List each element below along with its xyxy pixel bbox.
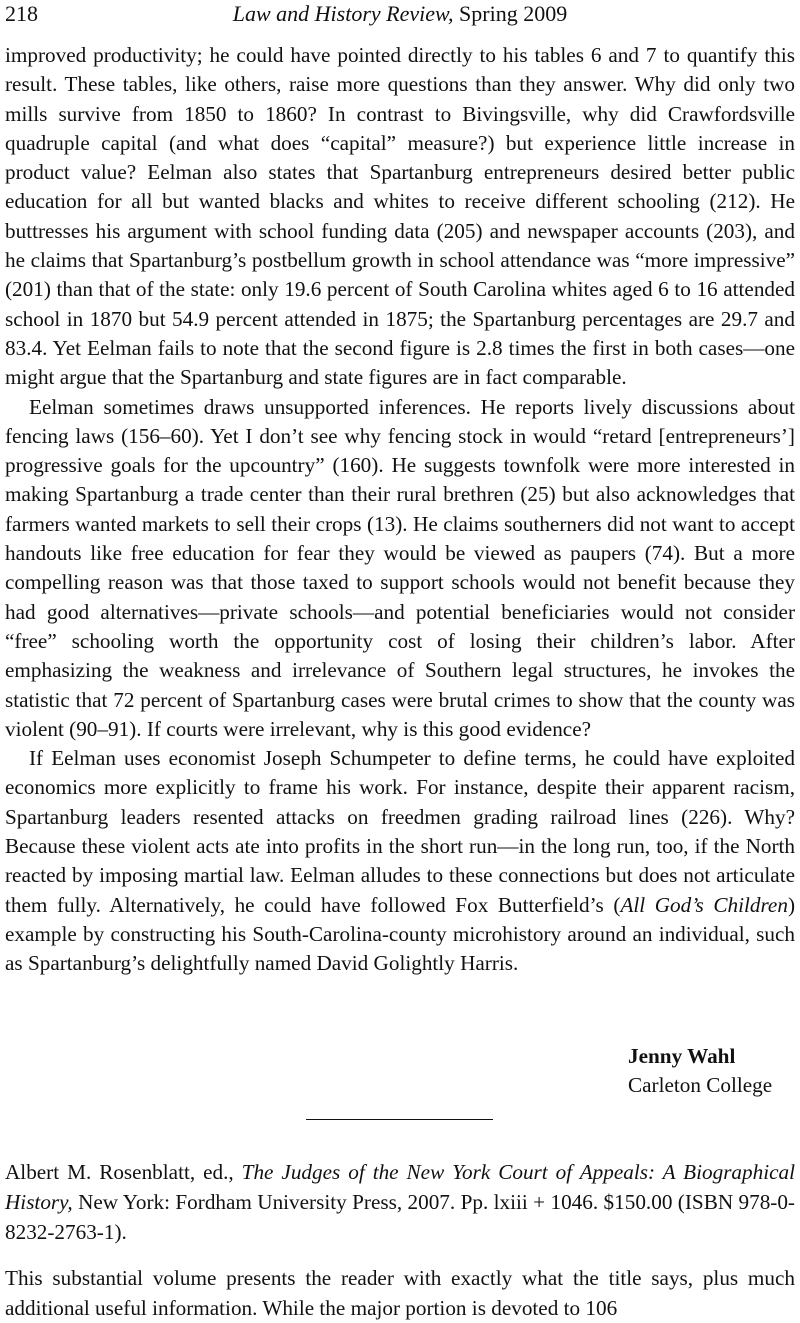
- review-body: [5, 41, 795, 979]
- paragraph-3-part-1: If Eelman uses economist Joseph Schumpeter to define terms, he could have exploited economics more explicitly to frame his work. For instance, despite their apparent racism, Spartanburg leaders resented attacks on freedmen grading railroad lines (226). Why? Because these violent acts ate into profits in the short run—in the long run, too, if the North reacted by imposing martial law. Eelman alludes to these connections but does not articulate them fully. Alternatively, he could have followed Fox Butterfield’s (: [5, 746, 795, 917]
- paragraph-2: Eelman sometimes draws unsupported inferences. He reports lively discussions about fencing laws (156–60). Yet I don’t see why fencing stock in would “retard [entrepreneurs’] progressive goals for the upcountry” (160). He suggests townfolk were more interested in making Spartanburg a trade center than their rural brethren (25) but also acknowledges that farmers wanted markets to sell their crops (13). He claims southerners did not want to accept handouts like free education for fear they would be viewed as paupers (74). But a more compelling reason was that those taxed to support schools would not benefit because they had good alternatives—private schools—and potential beneficiaries would not consider “free” schooling worth the opportunity cost of losing their children’s labor. After emphasizing the weakness and irrelevance of Southern legal structures, he invokes the statistic that 72 percent of Spartanburg cases were brutal crimes to show that the county was violent (90–91). If courts were irrelevant, why is this good evidence?: [5, 394, 795, 741]
- page-number: 218: [5, 1, 38, 26]
- reviewer-signature: [628, 1042, 772, 1100]
- journal-title: Law and History Review,: [232, 1, 454, 26]
- paragraph-3-part-2: ) example by constructing his South-Carolina-county microhistory around an individual, such as Spartanburg’s delightfully named David Golightly Harris.: [5, 892, 795, 976]
- book-title-all-gods-children: All God’s Children: [620, 892, 788, 917]
- paragraph-1: improved productivity; he could have pointed directly to his tables 6 and 7 to quantify this result. These tables, like others, raise more questions than they answer. Why did only two mills survive from 1850 to 1860? In contrast to Bivingsville, why did Crawfordsville quadruple capital (and what does “capital” measure?) but experience little increase in product value? Eelman also states that Spartanburg entrepreneurs desired better public education for all but wanted blacks and whites to receive different schooling (212). He buttresses his argument with school funding data (205) and newspaper accounts (203), and he claims that Spartanburg’s postbellum growth in school attendance was “more impressive” (201) than that of the state: only 19.6 percent of South Carolina whites aged 6 to 16 attended school in 1870 but 54.9 percent attended in 1875; the Spartanburg percentages are 29.7 and 83.4. Yet Eelman fails to note that the second figure is 2.8 times the first in both cases—one might argue that the Spartanburg and state figures are in fact comparable.: [5, 43, 795, 390]
- book-citation: [5, 1157, 795, 1247]
- journal-issue: Spring 2009: [453, 1, 568, 26]
- next-review-opening: This substantial volume presents the reader with exactly what the title says, plus much additional useful information. While the major portion is devoted to 106: [5, 1266, 795, 1320]
- running-head: [5, 0, 795, 30]
- citation-details: New York: Fordham University Press, 2007. Pp. lxiii + 1046. $150.00 (ISBN 978-0-8232-2763-1).: [5, 1190, 795, 1244]
- journal-header: [5, 0, 795, 28]
- reviewer-affiliation: Carleton College: [628, 1073, 773, 1097]
- paragraph-3: [5, 744, 795, 978]
- reviewer-name: Jenny Wahl: [628, 1044, 736, 1068]
- citation-book-title: The Judges of the New York Court of Appeals: A Biographical History,: [5, 1160, 795, 1214]
- citation-editor: Albert M. Rosenblatt, ed.,: [5, 1160, 242, 1184]
- section-divider: [306, 1119, 493, 1120]
